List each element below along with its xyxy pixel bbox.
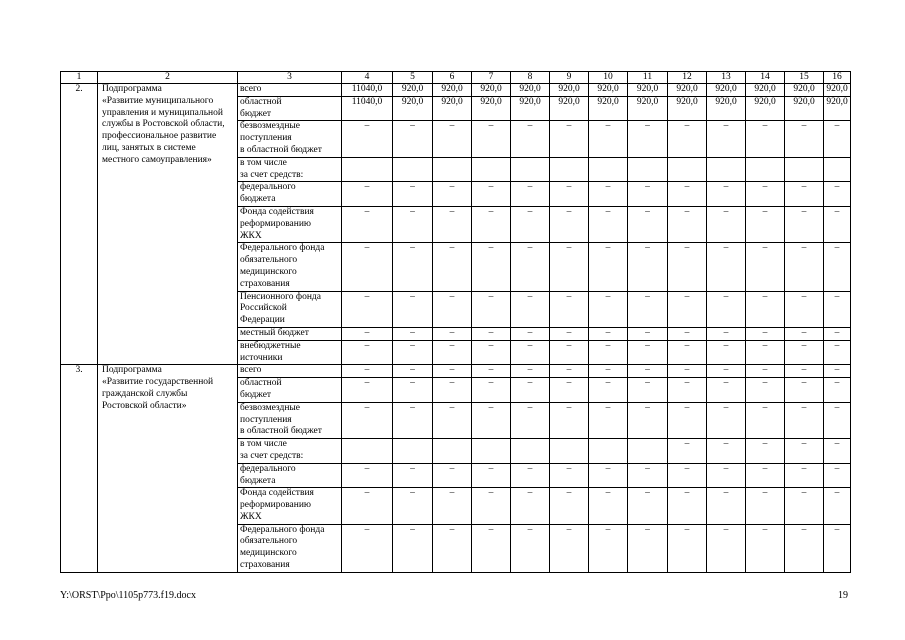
amount-cell: 920,0 <box>393 84 433 97</box>
amount-cell: – <box>589 182 628 207</box>
amount-cell: – <box>433 378 472 403</box>
amount-cell: – <box>746 327 785 340</box>
amount-cell: 920,0 <box>707 96 746 121</box>
amount-cell: – <box>707 463 746 488</box>
amount-cell: – <box>472 291 511 327</box>
amount-cell: – <box>785 327 824 340</box>
amount-cell: – <box>785 402 824 438</box>
amount-cell: – <box>472 340 511 365</box>
amount-cell: – <box>550 463 589 488</box>
amount-cell: – <box>550 524 589 572</box>
amount-cell: 920,0 <box>824 96 851 121</box>
amount-cell <box>668 157 707 182</box>
amount-cell: – <box>824 243 851 291</box>
amount-cell <box>433 157 472 182</box>
column-header: 4 <box>342 72 393 84</box>
column-header: 6 <box>433 72 472 84</box>
amount-cell: – <box>550 365 589 378</box>
amount-cell: 920,0 <box>746 96 785 121</box>
amount-cell: – <box>824 327 851 340</box>
amount-cell: – <box>433 182 472 207</box>
table-row <box>61 365 851 378</box>
amount-cell: – <box>342 182 393 207</box>
amount-cell: – <box>342 365 393 378</box>
funding-source-label: Фонда содействия реформированию ЖКХ <box>238 488 342 524</box>
column-header: 8 <box>511 72 550 84</box>
amount-cell: – <box>589 365 628 378</box>
amount-cell: 920,0 <box>589 84 628 97</box>
row-number: 2. <box>61 84 98 365</box>
column-header: 16 <box>824 72 851 84</box>
amount-cell: – <box>746 463 785 488</box>
column-header: 10 <box>589 72 628 84</box>
funding-source-label: внебюджетные источники <box>238 340 342 365</box>
amount-cell: – <box>628 488 668 524</box>
amount-cell: – <box>707 182 746 207</box>
amount-cell: – <box>746 524 785 572</box>
amount-cell <box>550 157 589 182</box>
amount-cell: – <box>707 439 746 464</box>
amount-cell: – <box>668 182 707 207</box>
amount-cell: – <box>668 340 707 365</box>
amount-cell: – <box>472 121 511 157</box>
amount-cell <box>589 439 628 464</box>
amount-cell: – <box>393 243 433 291</box>
amount-cell <box>511 157 550 182</box>
amount-cell: – <box>628 378 668 403</box>
amount-cell: – <box>433 463 472 488</box>
amount-cell <box>342 157 393 182</box>
amount-cell: – <box>785 378 824 403</box>
amount-cell: – <box>746 365 785 378</box>
funding-source-label: местный бюджет <box>238 327 342 340</box>
amount-cell: – <box>707 243 746 291</box>
funding-source-label: в том числе за счет средств: <box>238 157 342 182</box>
header-row <box>61 72 851 84</box>
amount-cell: 920,0 <box>472 96 511 121</box>
amount-cell: – <box>433 488 472 524</box>
amount-cell: – <box>628 463 668 488</box>
amount-cell: – <box>589 121 628 157</box>
footer-file-path: Y:\ORST\Ppo\1105p773.f19.docx <box>60 590 196 601</box>
amount-cell: – <box>668 121 707 157</box>
amount-cell: – <box>824 488 851 524</box>
subprogram-name: Подпрограмма «Развитие государственной гражданской службы Ростовской области» <box>98 365 238 573</box>
amount-cell: – <box>550 378 589 403</box>
amount-cell: – <box>707 327 746 340</box>
amount-cell: – <box>824 402 851 438</box>
amount-cell: – <box>628 182 668 207</box>
amount-cell: – <box>393 340 433 365</box>
amount-cell: 920,0 <box>668 84 707 97</box>
amount-cell: – <box>707 291 746 327</box>
amount-cell: – <box>746 243 785 291</box>
amount-cell <box>342 439 393 464</box>
column-header: 1 <box>61 72 98 84</box>
amount-cell: – <box>824 121 851 157</box>
amount-cell: 920,0 <box>550 84 589 97</box>
funding-source-label: безвозмездные поступления в областной бюджет <box>238 121 342 157</box>
amount-cell: – <box>433 402 472 438</box>
amount-cell: – <box>550 291 589 327</box>
amount-cell: – <box>785 121 824 157</box>
amount-cell: – <box>511 488 550 524</box>
amount-cell: – <box>511 524 550 572</box>
amount-cell: – <box>511 340 550 365</box>
amount-cell: 920,0 <box>472 84 511 97</box>
column-header: 14 <box>746 72 785 84</box>
amount-cell: – <box>393 327 433 340</box>
amount-cell: – <box>589 206 628 242</box>
amount-cell: 920,0 <box>824 84 851 97</box>
funding-source-label: Федерального фонда обязательного медицинского страхования <box>238 524 342 572</box>
amount-cell: – <box>668 327 707 340</box>
amount-cell: 920,0 <box>707 84 746 97</box>
column-header: 5 <box>393 72 433 84</box>
amount-cell: – <box>472 378 511 403</box>
amount-cell: – <box>511 463 550 488</box>
column-header: 13 <box>707 72 746 84</box>
amount-cell: – <box>511 206 550 242</box>
amount-cell: – <box>589 340 628 365</box>
amount-cell: – <box>824 439 851 464</box>
amount-cell: – <box>824 463 851 488</box>
amount-cell: 920,0 <box>433 96 472 121</box>
amount-cell: 920,0 <box>393 96 433 121</box>
amount-cell: – <box>511 365 550 378</box>
amount-cell: – <box>472 243 511 291</box>
amount-cell: – <box>342 340 393 365</box>
amount-cell: – <box>393 121 433 157</box>
amount-cell: – <box>746 206 785 242</box>
amount-cell: – <box>393 182 433 207</box>
amount-cell: – <box>433 243 472 291</box>
amount-cell: – <box>668 365 707 378</box>
amount-cell <box>628 439 668 464</box>
amount-cell: – <box>433 340 472 365</box>
amount-cell: – <box>342 206 393 242</box>
amount-cell <box>393 157 433 182</box>
amount-cell: – <box>342 463 393 488</box>
amount-cell: – <box>342 327 393 340</box>
table-body <box>61 72 851 573</box>
funding-source-label: федерального бюджета <box>238 463 342 488</box>
amount-cell: – <box>472 488 511 524</box>
amount-cell: – <box>746 340 785 365</box>
table-row <box>61 84 851 97</box>
amount-cell: – <box>511 243 550 291</box>
amount-cell: – <box>342 121 393 157</box>
amount-cell: – <box>472 463 511 488</box>
amount-cell: – <box>550 121 589 157</box>
amount-cell: – <box>589 378 628 403</box>
funding-source-label: в том числе за счет средств: <box>238 439 342 464</box>
amount-cell: – <box>511 121 550 157</box>
amount-cell: – <box>550 206 589 242</box>
amount-cell: – <box>393 402 433 438</box>
amount-cell: 920,0 <box>785 96 824 121</box>
funding-source-label: Фонда содействия реформированию ЖКХ <box>238 206 342 242</box>
amount-cell: – <box>511 291 550 327</box>
amount-cell: – <box>550 327 589 340</box>
amount-cell: – <box>785 291 824 327</box>
amount-cell: – <box>746 378 785 403</box>
amount-cell: – <box>589 327 628 340</box>
amount-cell: – <box>628 402 668 438</box>
amount-cell: 920,0 <box>628 84 668 97</box>
amount-cell: – <box>746 291 785 327</box>
amount-cell: – <box>342 524 393 572</box>
amount-cell: – <box>824 182 851 207</box>
page-number: 19 <box>838 590 848 601</box>
budget-table <box>60 71 851 573</box>
amount-cell: – <box>785 488 824 524</box>
amount-cell: – <box>707 365 746 378</box>
amount-cell: – <box>668 439 707 464</box>
amount-cell: – <box>589 291 628 327</box>
amount-cell: – <box>589 463 628 488</box>
amount-cell: – <box>472 524 511 572</box>
amount-cell: 920,0 <box>746 84 785 97</box>
amount-cell: – <box>746 488 785 524</box>
amount-cell: – <box>589 524 628 572</box>
amount-cell: – <box>824 340 851 365</box>
amount-cell: – <box>472 182 511 207</box>
amount-cell: – <box>785 340 824 365</box>
funding-source-label: областной бюджет <box>238 378 342 403</box>
column-header: 11 <box>628 72 668 84</box>
amount-cell: – <box>589 402 628 438</box>
amount-cell: – <box>824 378 851 403</box>
amount-cell: – <box>785 243 824 291</box>
amount-cell: – <box>433 524 472 572</box>
amount-cell: – <box>668 378 707 403</box>
amount-cell: – <box>550 402 589 438</box>
amount-cell: – <box>393 365 433 378</box>
amount-cell <box>824 157 851 182</box>
column-header: 2 <box>98 72 238 84</box>
amount-cell: – <box>785 463 824 488</box>
amount-cell: – <box>824 206 851 242</box>
amount-cell: – <box>746 439 785 464</box>
amount-cell: – <box>785 182 824 207</box>
amount-cell: – <box>785 206 824 242</box>
amount-cell: – <box>668 524 707 572</box>
amount-cell <box>511 439 550 464</box>
amount-cell: – <box>472 365 511 378</box>
amount-cell: – <box>393 291 433 327</box>
amount-cell <box>746 157 785 182</box>
amount-cell <box>628 157 668 182</box>
amount-cell: – <box>511 182 550 207</box>
amount-cell: 920,0 <box>589 96 628 121</box>
funding-source-label: Пенсионного фонда Российской Федерации <box>238 291 342 327</box>
amount-cell: 920,0 <box>550 96 589 121</box>
amount-cell: – <box>433 291 472 327</box>
amount-cell: – <box>342 402 393 438</box>
amount-cell <box>472 157 511 182</box>
amount-cell: – <box>433 206 472 242</box>
amount-cell: – <box>746 182 785 207</box>
amount-cell: – <box>511 327 550 340</box>
funding-source-label: всего <box>238 84 342 97</box>
amount-cell: – <box>746 121 785 157</box>
amount-cell: 920,0 <box>668 96 707 121</box>
funding-source-label: всего <box>238 365 342 378</box>
amount-cell: 11040,0 <box>342 84 393 97</box>
amount-cell <box>785 157 824 182</box>
amount-cell: – <box>785 439 824 464</box>
amount-cell: – <box>342 243 393 291</box>
column-header: 3 <box>238 72 342 84</box>
amount-cell: – <box>472 402 511 438</box>
amount-cell: – <box>628 365 668 378</box>
amount-cell <box>393 439 433 464</box>
column-header: 12 <box>668 72 707 84</box>
amount-cell: – <box>550 340 589 365</box>
amount-cell: – <box>707 402 746 438</box>
amount-cell: – <box>707 378 746 403</box>
amount-cell: – <box>785 365 824 378</box>
amount-cell <box>433 439 472 464</box>
amount-cell: – <box>472 206 511 242</box>
amount-cell: – <box>589 243 628 291</box>
amount-cell: – <box>707 121 746 157</box>
amount-cell: 920,0 <box>511 84 550 97</box>
amount-cell: – <box>668 463 707 488</box>
amount-cell: – <box>628 340 668 365</box>
amount-cell <box>472 439 511 464</box>
funding-source-label: безвозмездные поступления в областной бюджет <box>238 402 342 438</box>
amount-cell: – <box>393 488 433 524</box>
amount-cell <box>550 439 589 464</box>
amount-cell: – <box>393 378 433 403</box>
amount-cell: – <box>393 524 433 572</box>
amount-cell: – <box>550 243 589 291</box>
amount-cell: – <box>433 365 472 378</box>
amount-cell: – <box>824 291 851 327</box>
amount-cell: – <box>433 121 472 157</box>
amount-cell <box>589 157 628 182</box>
amount-cell: – <box>628 291 668 327</box>
amount-cell: 920,0 <box>628 96 668 121</box>
subprogram-name: Подпрограмма «Развитие муниципального управления и муниципальной службы в Ростовской области, профессиональное развитие лиц, занятых в системе местного самоуправления» <box>98 84 238 365</box>
amount-cell: – <box>746 402 785 438</box>
amount-cell: – <box>628 121 668 157</box>
amount-cell: – <box>393 206 433 242</box>
amount-cell: – <box>707 488 746 524</box>
amount-cell: 11040,0 <box>342 96 393 121</box>
funding-source-label: Федерального фонда обязательного медицинского страхования <box>238 243 342 291</box>
funding-source-label: федерального бюджета <box>238 182 342 207</box>
amount-cell: – <box>550 182 589 207</box>
amount-cell: – <box>628 206 668 242</box>
amount-cell: – <box>668 243 707 291</box>
amount-cell: – <box>824 365 851 378</box>
amount-cell: – <box>342 291 393 327</box>
column-header: 15 <box>785 72 824 84</box>
amount-cell: – <box>785 524 824 572</box>
amount-cell: – <box>707 524 746 572</box>
amount-cell: – <box>511 402 550 438</box>
amount-cell: – <box>589 488 628 524</box>
funding-source-label: областной бюджет <box>238 96 342 121</box>
amount-cell: – <box>511 378 550 403</box>
amount-cell: – <box>668 488 707 524</box>
column-header: 9 <box>550 72 589 84</box>
amount-cell: – <box>628 524 668 572</box>
amount-cell: – <box>550 488 589 524</box>
amount-cell: – <box>628 327 668 340</box>
amount-cell: – <box>707 206 746 242</box>
amount-cell: – <box>668 206 707 242</box>
amount-cell: 920,0 <box>785 84 824 97</box>
amount-cell: – <box>433 327 472 340</box>
amount-cell: – <box>342 378 393 403</box>
amount-cell <box>707 157 746 182</box>
amount-cell: – <box>393 463 433 488</box>
amount-cell: – <box>707 340 746 365</box>
amount-cell: – <box>668 402 707 438</box>
column-header: 7 <box>472 72 511 84</box>
row-number: 3. <box>61 365 98 573</box>
amount-cell: – <box>342 488 393 524</box>
amount-cell: 920,0 <box>433 84 472 97</box>
amount-cell: – <box>824 524 851 572</box>
amount-cell: – <box>668 291 707 327</box>
amount-cell: – <box>628 243 668 291</box>
amount-cell: – <box>472 327 511 340</box>
amount-cell: 920,0 <box>511 96 550 121</box>
